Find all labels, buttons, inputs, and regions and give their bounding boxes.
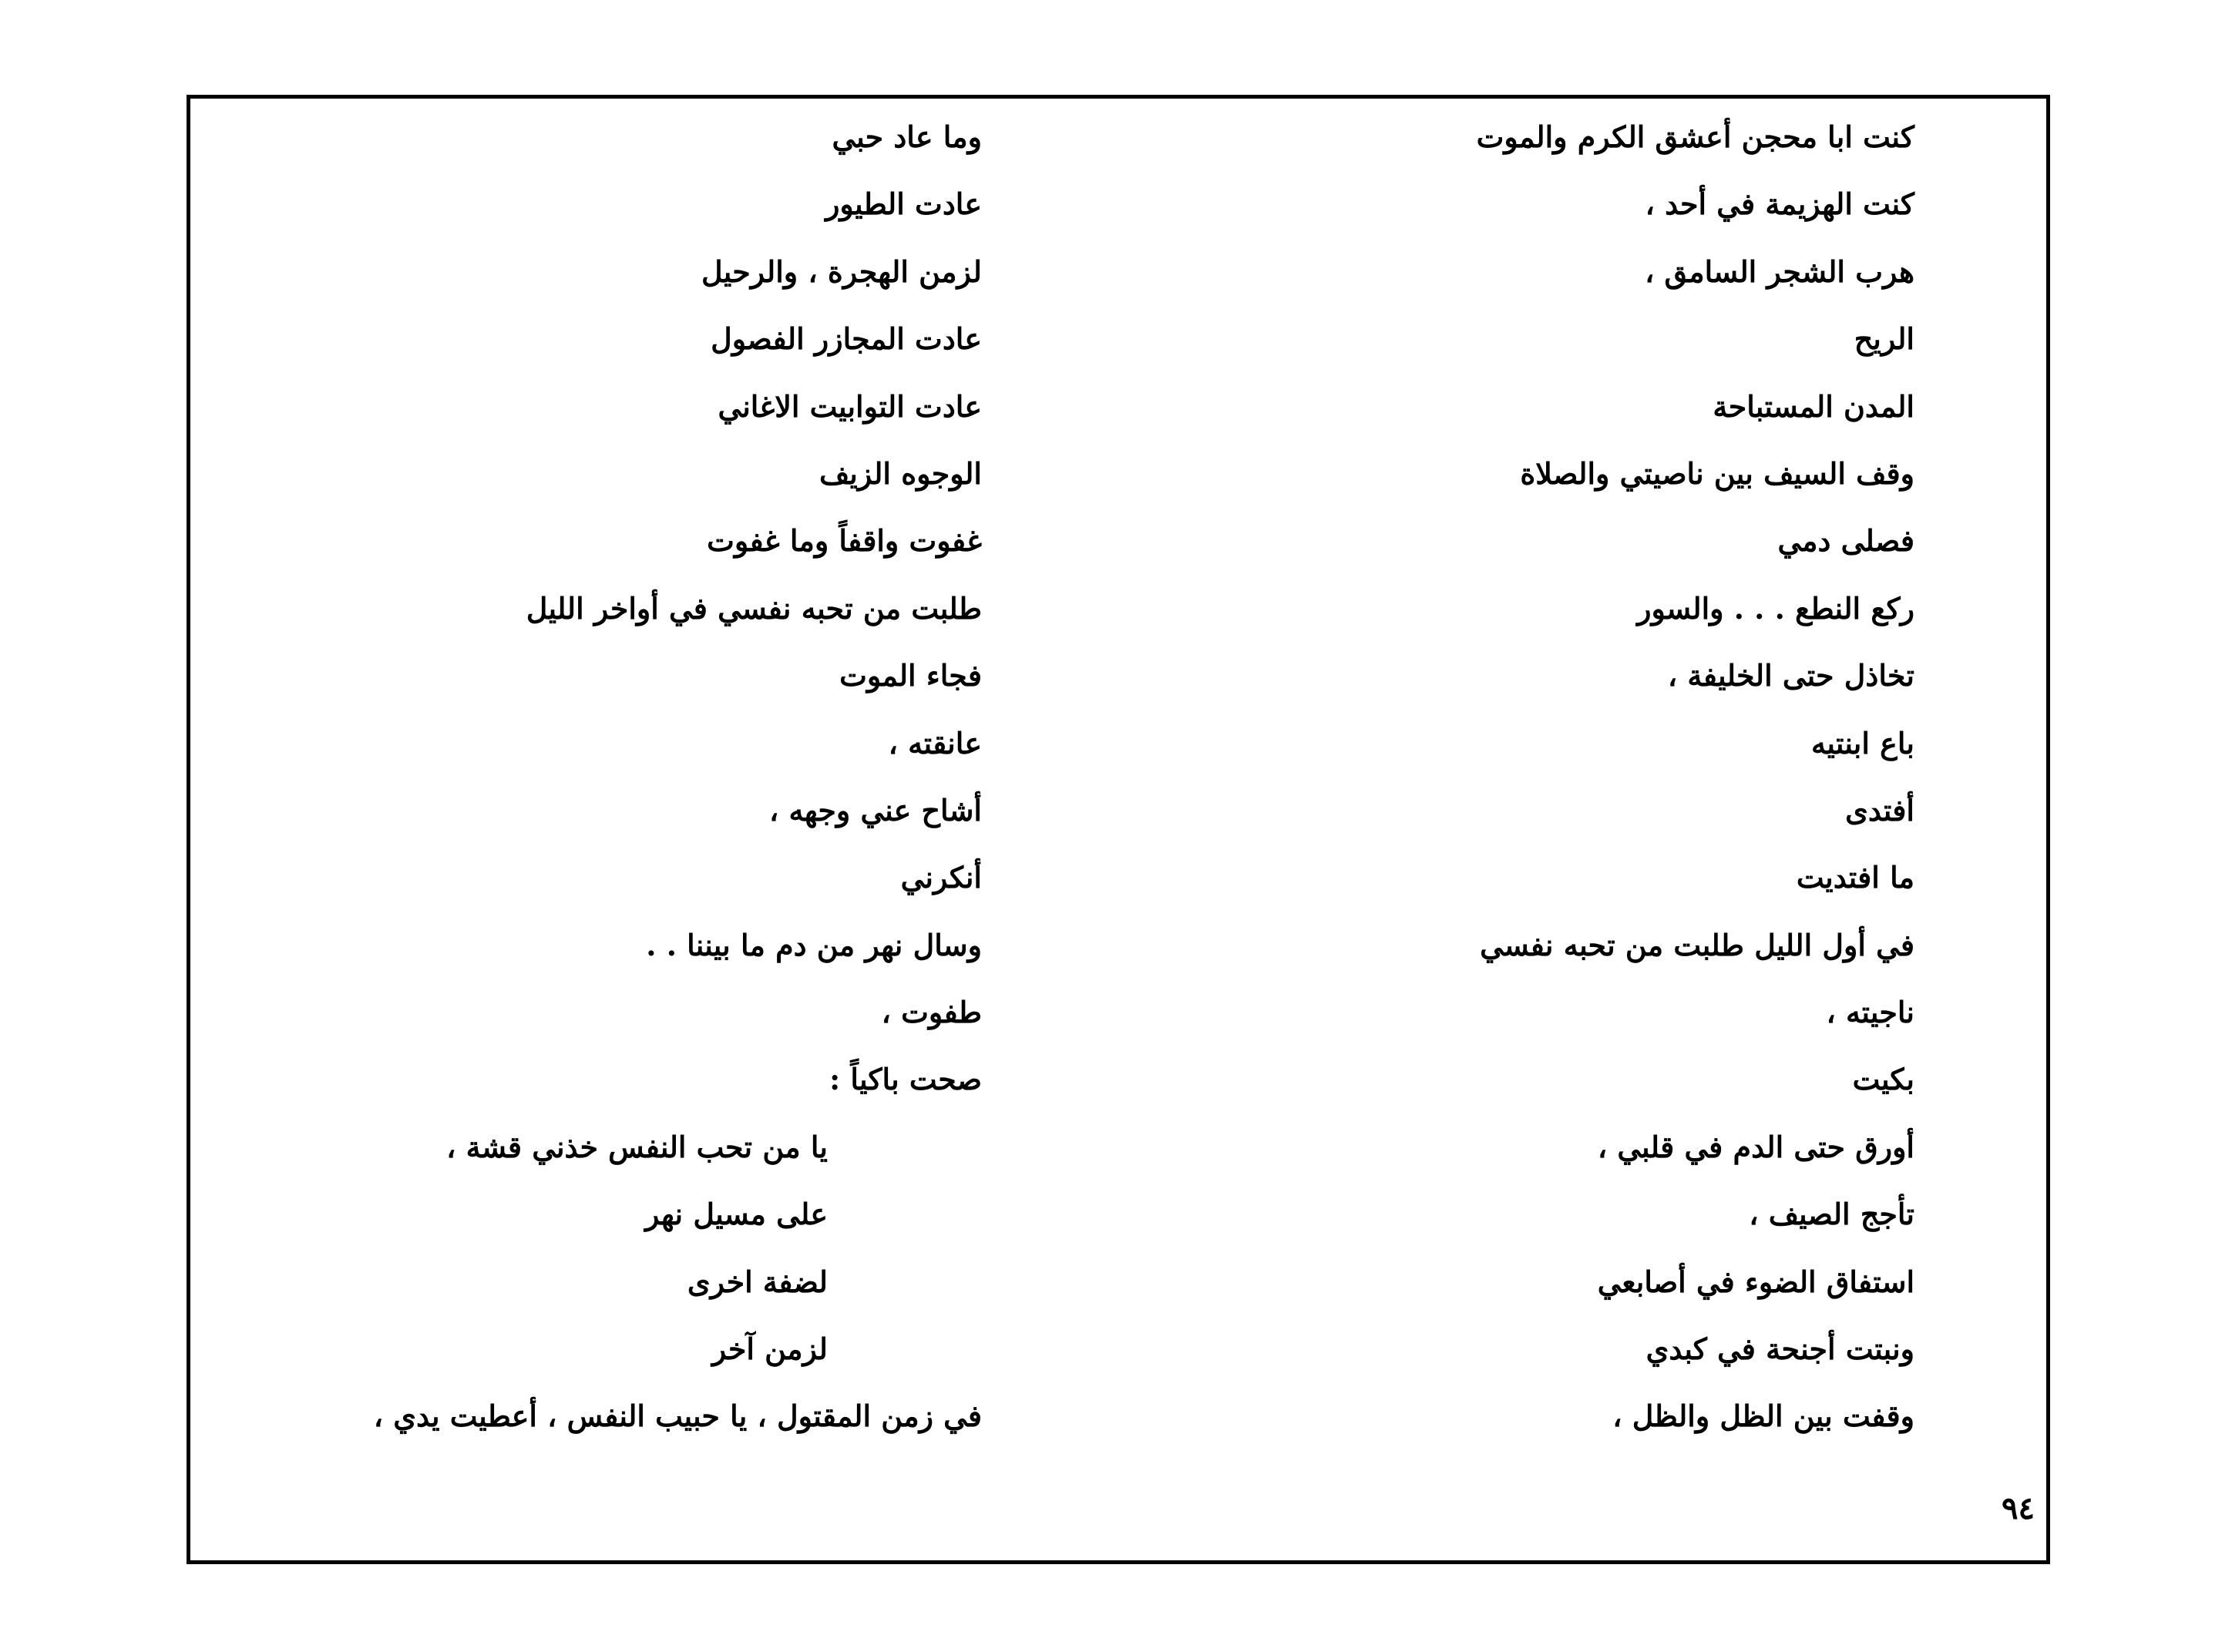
poem-line: صحت باكياً : [829, 1062, 982, 1097]
poem-line: هرب الشجر السامق ، [1645, 254, 1914, 289]
poem-line: عادت الطيور [825, 186, 982, 222]
poem-line: استفاق الضوء في أصابعي [1597, 1264, 1914, 1299]
poem-line: طفوت ، [881, 995, 982, 1030]
poem-line: لزمن آخر [711, 1331, 828, 1367]
poem-line: على مسيل نهر [645, 1197, 828, 1232]
poem-line: وقفت بين الظل والظل ، [1612, 1398, 1914, 1434]
page-number: ٩٤ [2002, 1490, 2035, 1526]
poem-line: وقف السيف بين ناصيتي والصلاة [1520, 455, 1914, 491]
poem-line: أفتدى [1845, 792, 1914, 828]
poem-line: كنت ابا محجن أعشق الكرم والموت [1476, 119, 1914, 154]
poem-column-left [88, 116, 982, 1462]
poem-line: عانقته ، [888, 725, 982, 761]
poem-line: المدن المستباحة [1713, 388, 1914, 424]
poem-line: أورق حتى الدم في قلبي ، [1597, 1129, 1914, 1164]
poem-line: ونبتت أجنحة في كبدي [1645, 1331, 1914, 1367]
poem-line: الريح [1854, 321, 1914, 357]
poem-line: بكيت [1852, 1062, 1914, 1097]
poem-line: وما عاد حبي [832, 119, 982, 154]
poem-line: تخاذل حتى الخليفة ، [1667, 658, 1914, 693]
poem-line: عادت المجازر الفصول [711, 321, 982, 357]
poem-line: كنت الهزيمة في أحد ، [1645, 186, 1914, 222]
poem-line: فصلى دمي [1777, 523, 1914, 559]
poem-line: ركع النطع . . . والسور [1637, 590, 1914, 626]
poem-line: فجاء الموت [839, 658, 982, 693]
poem-line: طلبت من تحبه نفسي في أواخر الليل [526, 590, 982, 626]
poem-line: عادت التوابيت الاغاني [718, 388, 982, 424]
poem-column-right [1128, 116, 1914, 1462]
poem-line: ما افتديت [1796, 860, 1914, 895]
poem-line: في أول الليل طلبت من تحبه نفسي [1480, 927, 1914, 962]
poem-line: يا من تحب النفس خذني قشة ، [446, 1129, 828, 1164]
poem-line: لزمن الهجرة ، والرحيل [701, 254, 982, 289]
poem-line: تأجج الصيف ، [1749, 1197, 1914, 1232]
poem-line: أنكرني [900, 860, 982, 895]
poem-line: باع ابنتيه [1811, 725, 1914, 761]
poem-line: وسال نهر من دم ما بيننا . . [646, 927, 982, 962]
poem-line: الوجوه الزيف [819, 455, 982, 491]
poem-line: لضفة اخرى [687, 1264, 828, 1299]
poem-line: ناجيته ، [1826, 995, 1914, 1030]
poem-line: أشاح عني وجهه ، [768, 792, 982, 828]
poem-line: غفوت واقفاً وما غفوت [707, 523, 982, 559]
poem-line: في زمن المقتول ، يا حبيب النفس ، أعطيت يدي ، [373, 1398, 982, 1434]
